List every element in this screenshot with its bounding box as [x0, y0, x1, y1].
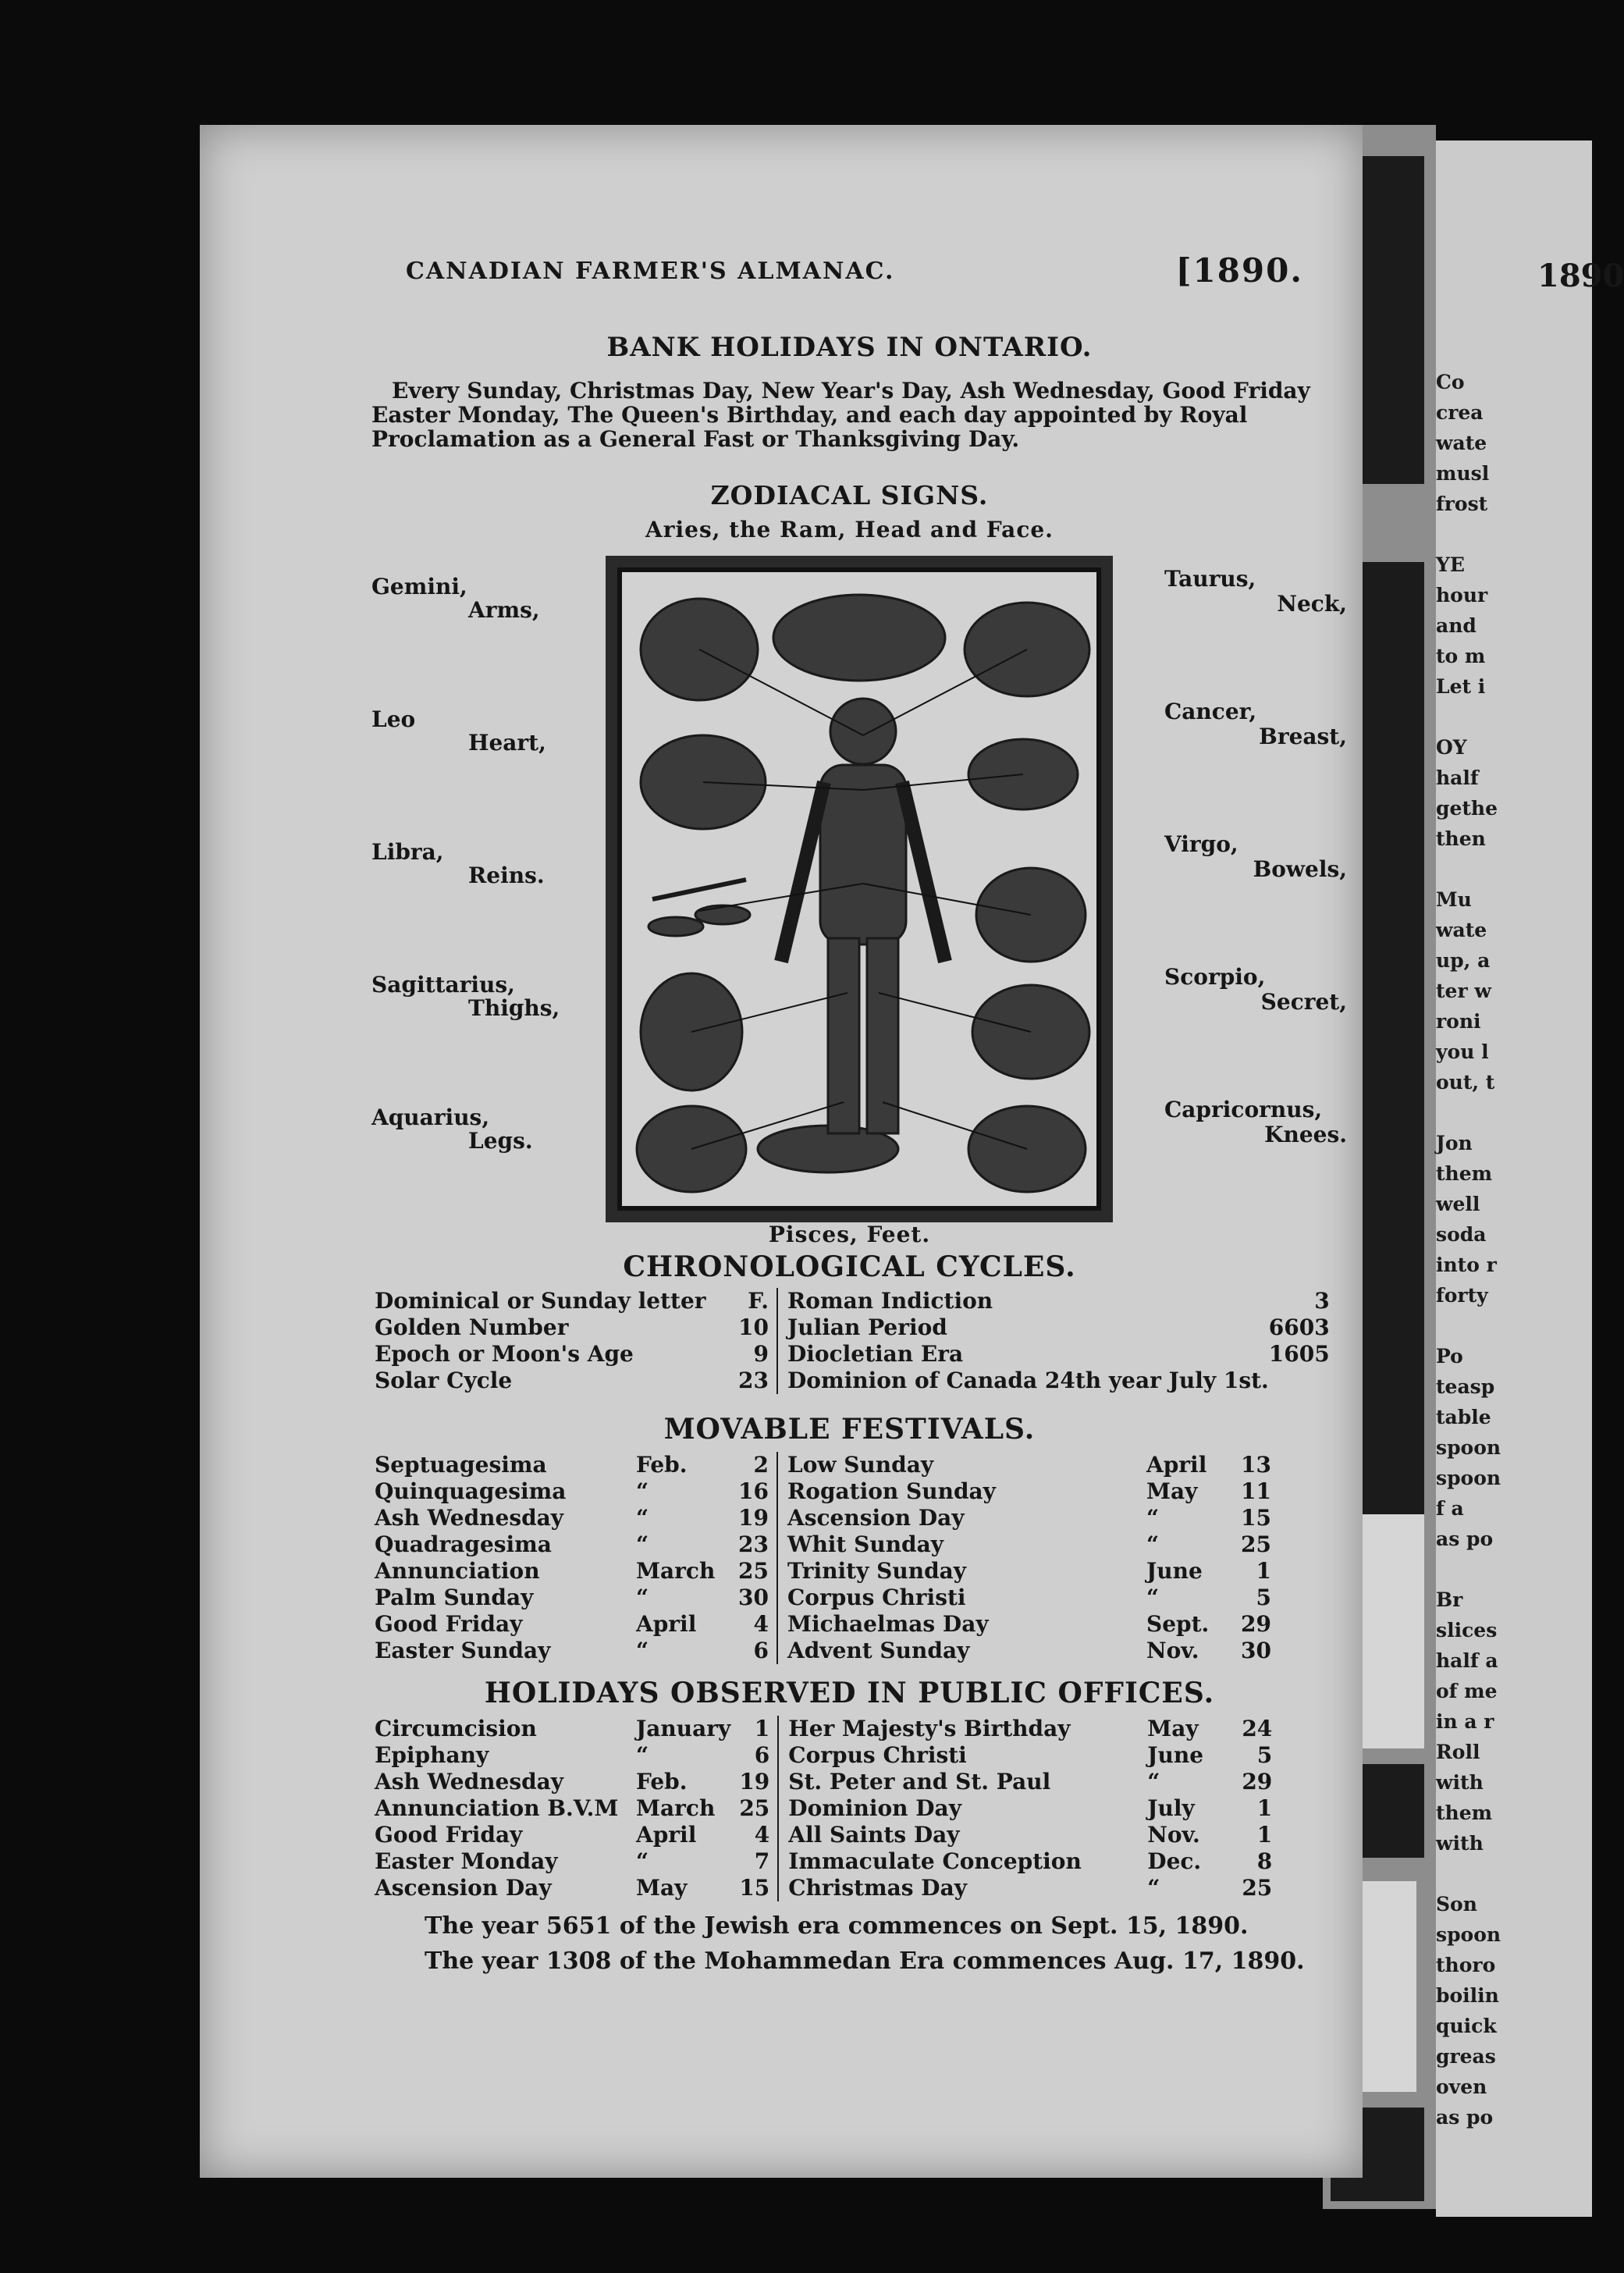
cycle-name: Julian Period	[787, 1314, 947, 1340]
holiday-name: Trinity Sunday	[787, 1558, 967, 1584]
holiday-day: 2	[730, 1452, 777, 1478]
holiday-day: 8	[1256, 1848, 1273, 1874]
holiday-month: May	[1147, 1716, 1199, 1741]
facing-page-line: boilin	[1436, 1984, 1499, 2007]
holiday-name: Rogation Sunday	[787, 1478, 996, 1504]
cycle-name: Roman Indiction	[787, 1288, 993, 1314]
holiday-name: St. Peter and St. Paul	[788, 1769, 1051, 1795]
holiday-day: 25	[1242, 1875, 1273, 1901]
public-holidays-table	[375, 1716, 1272, 1901]
holiday-month: May	[1146, 1478, 1198, 1504]
facing-page-line: thoro	[1436, 1954, 1496, 1976]
festivals-title: MOVABLE FESTIVALS.	[663, 1413, 1036, 1446]
mohammedan-era-note: The year 1308 of the Mohammedan Era commences Aug. 17, 1890.	[425, 1948, 1305, 1975]
facing-page-line: musl	[1436, 462, 1490, 485]
holiday-name: Ash Wednesday	[375, 1769, 564, 1795]
holiday-name: Quadragesima	[375, 1531, 552, 1557]
holiday-month: Feb.	[636, 1452, 688, 1478]
holiday-name: All Saints Day	[788, 1822, 960, 1848]
zodiac-sign-label: Cancer,	[1164, 699, 1257, 724]
holiday-month: “	[636, 1585, 649, 1610]
facing-page-line: hour	[1436, 584, 1488, 606]
facing-page-line: spoon	[1436, 1467, 1501, 1489]
facing-page-line: then	[1436, 827, 1486, 850]
holiday-name: Circumcision	[375, 1716, 537, 1741]
holiday-row	[375, 1875, 1272, 1901]
facing-page-line: frost	[1436, 493, 1488, 515]
holiday-day: 25	[730, 1795, 778, 1822]
zodiac-sign-label: Capricornus,	[1164, 1097, 1323, 1122]
holiday-name: Dominion Day	[788, 1795, 961, 1821]
holiday-row	[375, 1822, 1272, 1848]
holiday-name: Septuagesima	[375, 1452, 547, 1478]
facing-page-line: oven	[1436, 2076, 1487, 2098]
facing-page-line: greas	[1436, 2045, 1496, 2068]
holiday-name: Annunciation	[375, 1558, 540, 1584]
facing-page-line: teasp	[1436, 1375, 1495, 1398]
holiday-day: 1	[730, 1716, 778, 1742]
facing-page-line: half a	[1436, 1649, 1498, 1672]
holiday-name: Epiphany	[375, 1742, 489, 1768]
cycle-name: Solar Cycle	[375, 1368, 513, 1393]
facing-page-line: wate	[1436, 432, 1487, 454]
holiday-name: Easter Monday	[375, 1848, 558, 1874]
facing-page-line: up, a	[1436, 949, 1491, 972]
holiday-month: Feb.	[636, 1769, 688, 1795]
running-header	[406, 251, 1303, 290]
facing-page-line: into r	[1436, 1254, 1497, 1276]
zodiac-sign-label: Virgo,	[1164, 831, 1238, 857]
cycle-name: Dominical or Sunday letter	[375, 1288, 706, 1314]
holiday-name: Easter Sunday	[375, 1638, 551, 1663]
zodiac-body-part: Thighs,	[468, 995, 560, 1021]
holiday-month: Nov.	[1147, 1822, 1200, 1848]
facing-page-line: soda	[1436, 1223, 1487, 1246]
facing-page-line: quick	[1436, 2015, 1497, 2037]
zodiac-sign-label: Libra,	[371, 839, 444, 865]
holiday-name: Quinquagesima	[375, 1478, 567, 1504]
holiday-day: 29	[1242, 1769, 1273, 1795]
holiday-name: Good Friday	[375, 1611, 523, 1637]
cycles-row	[375, 1314, 1330, 1341]
holiday-month: Sept.	[1146, 1611, 1210, 1637]
cycle-value: F.	[730, 1288, 777, 1314]
holiday-day: 19	[730, 1505, 777, 1531]
holiday-row	[375, 1558, 1271, 1585]
zodiac-body-part: Neck,	[1277, 591, 1347, 617]
holiday-day: 24	[1242, 1716, 1273, 1741]
holiday-month: March	[636, 1795, 716, 1821]
facing-page-line: Let i	[1436, 675, 1486, 698]
holiday-month: “	[636, 1848, 649, 1874]
facing-page-line: spoon	[1436, 1923, 1501, 1946]
holiday-day: 16	[730, 1478, 777, 1505]
facing-page-line: table	[1436, 1406, 1491, 1428]
holiday-name: Michaelmas Day	[787, 1611, 989, 1637]
holiday-day: 1	[1256, 1558, 1271, 1584]
holiday-day: 25	[730, 1558, 777, 1585]
holiday-month: April	[636, 1822, 697, 1848]
facing-page-line: half	[1436, 767, 1479, 789]
holiday-row	[375, 1848, 1272, 1875]
holiday-day: 11	[1241, 1478, 1271, 1504]
holiday-name: Corpus Christi	[787, 1585, 966, 1610]
holiday-name: Ash Wednesday	[375, 1505, 564, 1531]
zodiac-body-part: Breast,	[1259, 724, 1347, 749]
cycle-value: 23	[730, 1368, 777, 1394]
holiday-month: June	[1147, 1742, 1204, 1768]
holiday-month: June	[1146, 1558, 1203, 1584]
holiday-row	[375, 1478, 1271, 1505]
holiday-month: March	[636, 1558, 716, 1584]
holiday-month: April	[636, 1611, 697, 1637]
cycle-value: 9	[730, 1341, 777, 1368]
facing-page-line: gethe	[1436, 797, 1498, 820]
holiday-month: January	[636, 1716, 731, 1741]
zodiac-body-part: Bowels,	[1253, 856, 1347, 882]
holiday-row	[375, 1452, 1271, 1478]
facing-page-line: Po	[1436, 1345, 1463, 1368]
zodiac-man-woodcut	[606, 556, 1113, 1222]
facing-page-line: and	[1436, 614, 1477, 637]
zodiac-top-caption: Aries, the Ram, Head and Face.	[645, 517, 1054, 542]
holiday-month: “	[1146, 1585, 1160, 1610]
facing-page-line: YE	[1436, 553, 1465, 576]
holiday-name: Christmas Day	[788, 1875, 967, 1901]
facing-page-line: Mu	[1436, 888, 1472, 911]
cycle-name: Dominion of Canada 24th year July 1st.	[787, 1368, 1269, 1393]
cycle-name: Golden Number	[375, 1314, 569, 1340]
zodiac-body-part: Knees.	[1264, 1122, 1347, 1147]
holiday-month: “	[1147, 1769, 1160, 1795]
cycles-row	[375, 1288, 1330, 1314]
facing-page-line: OY	[1436, 736, 1467, 759]
cycle-value: 10	[730, 1314, 777, 1341]
holiday-day: 1	[1256, 1795, 1273, 1821]
zodiac-title: ZODIACAL SIGNS.	[710, 480, 989, 510]
holiday-month: “	[1147, 1875, 1160, 1901]
holiday-name: Her Majesty's Birthday	[788, 1716, 1071, 1741]
holiday-month: July	[1147, 1795, 1195, 1821]
zodiac-sign-label: Aquarius,	[371, 1104, 490, 1130]
zodiac-sign-label: Taurus,	[1164, 566, 1256, 592]
facing-page-line: forty	[1436, 1284, 1488, 1307]
cycle-value: 6603	[1268, 1314, 1330, 1340]
holiday-row	[375, 1638, 1271, 1664]
facing-page-line: Jon	[1436, 1132, 1473, 1154]
holiday-name: Annunciation B.V.M	[375, 1795, 619, 1821]
facing-page-line: spoon	[1436, 1436, 1501, 1459]
jewish-era-note: The year 5651 of the Jewish era commences on Sept. 15, 1890.	[425, 1912, 1249, 1940]
zodiac-sign-label: Leo	[371, 706, 416, 732]
holiday-day: 7	[730, 1848, 778, 1875]
facing-page-line: f a	[1436, 1497, 1464, 1520]
holiday-day: 23	[730, 1531, 777, 1558]
holiday-month: “	[1146, 1505, 1160, 1531]
holiday-name: Advent Sunday	[787, 1638, 970, 1663]
holiday-day: 5	[1256, 1585, 1271, 1610]
zodiac-bottom-caption: Pisces, Feet.	[768, 1222, 931, 1247]
holiday-row	[375, 1716, 1272, 1742]
holiday-day: 13	[1241, 1452, 1271, 1478]
holiday-day: 15	[730, 1875, 778, 1901]
header-year: [1890.	[1175, 251, 1303, 290]
cycles-row	[375, 1341, 1330, 1368]
holiday-name: Good Friday	[375, 1822, 523, 1848]
zodiac-sign-label: Gemini,	[371, 574, 467, 599]
cycle-value: 3	[1314, 1288, 1330, 1314]
facing-page-line: in a r	[1436, 1710, 1494, 1733]
cycle-name: Epoch or Moon's Age	[375, 1341, 634, 1367]
facing-page-line: with	[1436, 1771, 1484, 1794]
zodiac-sign-label: Scorpio,	[1164, 964, 1266, 990]
holiday-row	[375, 1769, 1272, 1795]
holiday-day: 19	[730, 1769, 778, 1795]
facing-page-line: out, t	[1436, 1071, 1495, 1094]
zodiac-sign-label: Sagittarius,	[371, 972, 515, 998]
festivals-table	[375, 1452, 1271, 1664]
facing-page-line: well	[1436, 1193, 1480, 1215]
facing-page-line: to m	[1436, 645, 1486, 667]
zodiac-body-part: Reins.	[468, 863, 545, 888]
holiday-name: Ascension Day	[375, 1875, 552, 1901]
holiday-month: “	[636, 1638, 649, 1663]
zodiac-body-part: Arms,	[468, 597, 540, 623]
holiday-day: 6	[730, 1638, 777, 1664]
cycle-value	[1269, 1368, 1330, 1394]
holiday-month: May	[636, 1875, 688, 1901]
header-title: CANADIAN FARMER'S ALMANAC.	[406, 258, 895, 285]
public-holidays-title: HOLIDAYS OBSERVED IN PUBLIC OFFICES.	[484, 1677, 1215, 1709]
zodiac-body-part: Secret,	[1260, 989, 1347, 1015]
holiday-day: 4	[730, 1611, 777, 1638]
holiday-row	[375, 1611, 1271, 1638]
holiday-day: 6	[730, 1742, 778, 1769]
facing-page-fragment	[1436, 141, 1624, 2217]
facing-page-line: them	[1436, 1802, 1493, 1824]
facing-page-line: you l	[1436, 1040, 1489, 1063]
holiday-month: April	[1146, 1452, 1207, 1478]
holiday-day: 15	[1241, 1505, 1271, 1531]
zodiac-woodcut-illustration	[606, 556, 1113, 1222]
holiday-day: 29	[1241, 1611, 1271, 1637]
facing-page-header: 1890	[1537, 258, 1624, 294]
holiday-month: “	[636, 1531, 649, 1557]
holiday-row	[375, 1585, 1271, 1611]
holiday-row	[375, 1531, 1271, 1558]
holiday-day: 1	[1256, 1822, 1273, 1848]
cycle-name: Diocletian Era	[787, 1341, 964, 1367]
facing-page-line: as po	[1436, 2106, 1494, 2129]
holiday-month: Dec.	[1147, 1848, 1202, 1874]
holiday-day: 30	[730, 1585, 777, 1611]
holiday-month: “	[636, 1478, 649, 1504]
holiday-month: “	[636, 1505, 649, 1531]
holiday-row	[375, 1505, 1271, 1531]
facing-page-line: Br	[1436, 1588, 1463, 1611]
facing-page-line: ter w	[1436, 980, 1491, 1002]
cycles-table	[375, 1288, 1330, 1394]
holiday-day: 4	[730, 1822, 778, 1848]
facing-page-line: wate	[1436, 919, 1487, 941]
facing-page-line: Son	[1436, 1893, 1477, 1916]
holiday-name: Immaculate Conception	[788, 1848, 1082, 1874]
holiday-month: “	[636, 1742, 649, 1768]
cycles-title: CHRONOLOGICAL CYCLES.	[623, 1250, 1076, 1283]
holiday-month: “	[1146, 1531, 1160, 1557]
holiday-month: Nov.	[1146, 1638, 1199, 1663]
holiday-name: Whit Sunday	[787, 1531, 944, 1557]
cycle-value: 1605	[1268, 1341, 1330, 1367]
holiday-name: Palm Sunday	[375, 1585, 534, 1610]
zodiac-body-part: Heart,	[468, 730, 546, 756]
cycles-row	[375, 1368, 1330, 1394]
holiday-day: 25	[1241, 1531, 1271, 1557]
holiday-day: 30	[1241, 1638, 1271, 1663]
holiday-name: Low Sunday	[787, 1452, 934, 1478]
facing-page-line: slices	[1436, 1619, 1498, 1642]
holiday-name: Ascension Day	[787, 1505, 965, 1531]
bank-holidays-text: Every Sunday, Christmas Day, New Year's Day, Ash Wednesday, Good Friday Easter Monday, The Queen's Birthday, and each day appointed by Royal Proclamation as a General Fast or Thanksgiving Day.	[371, 378, 1310, 452]
holiday-row	[375, 1795, 1272, 1822]
facing-page-line: with	[1436, 1832, 1484, 1855]
holiday-name: Corpus Christi	[788, 1742, 967, 1768]
facing-page-line: of me	[1436, 1680, 1498, 1702]
bank-holidays-title: BANK HOLIDAYS IN ONTARIO.	[606, 332, 1093, 363]
facing-page-line: Co	[1436, 371, 1465, 393]
facing-page-line: as po	[1436, 1528, 1494, 1550]
facing-page-line: them	[1436, 1162, 1493, 1185]
holiday-day: 5	[1256, 1742, 1273, 1768]
zodiac-body-part: Legs.	[468, 1128, 533, 1154]
facing-page-line: Roll	[1436, 1741, 1480, 1763]
facing-page-line: crea	[1436, 401, 1484, 424]
holiday-row	[375, 1742, 1272, 1769]
facing-page-line: roni	[1436, 1010, 1481, 1033]
